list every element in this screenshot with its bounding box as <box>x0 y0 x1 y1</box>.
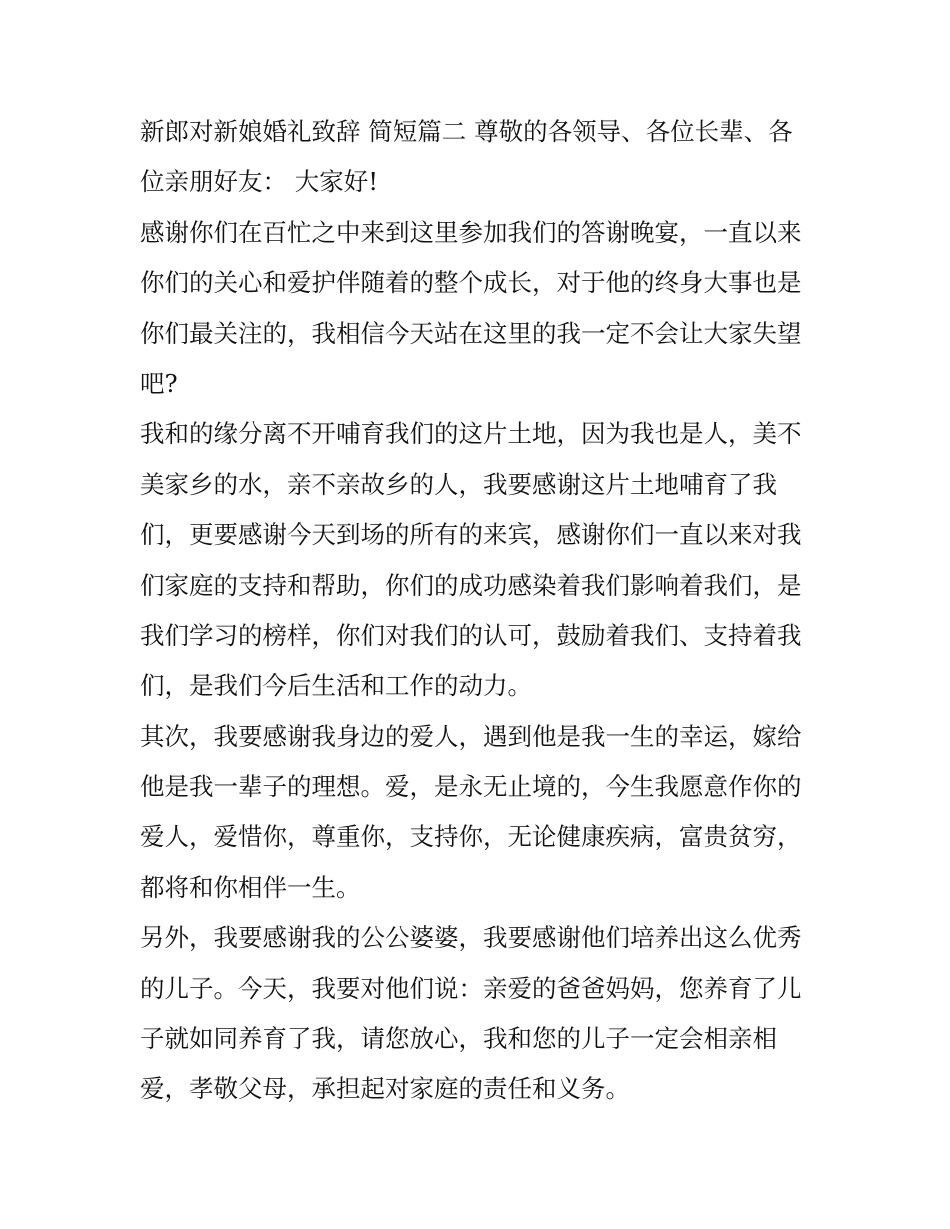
text-line-16: 都将和你相伴一生。 <box>140 872 361 902</box>
text-line-14: 他是我一辈子的理想。爱，是永无止境的，今生我愿意作你的 <box>140 772 802 802</box>
text-line-5: 你们最关注的，我相信今天站在这里的我一定不会让大家失望 <box>140 318 802 348</box>
text-line-11: 我们学习的榜样，你们对我们的认可，鼓励着我们、支持着我 <box>140 620 802 650</box>
text-line-6: 吧? <box>140 368 178 398</box>
text-line-10: 们家庭的支持和帮助，你们的成功感染着我们影响着我们，是 <box>140 570 802 600</box>
text-line-2: 位亲朋好友： 大家好! <box>140 167 379 197</box>
text-line-13: 其次，我要感谢我身边的爱人，遇到他是我一生的幸运，嫁给 <box>140 721 802 751</box>
text-line-4: 你们的关心和爱护伴随着的整个成长，对于他的终身大事也是 <box>140 268 802 298</box>
text-line-7: 我和的缘分离不开哺育我们的这片土地，因为我也是人，美不 <box>140 419 802 449</box>
text-line-17: 另外，我要感谢我的公公婆婆，我要感谢他们培养出这么优秀 <box>140 923 802 953</box>
text-line-18: 的儿子。今天，我要对他们说：亲爱的爸爸妈妈，您养育了儿 <box>140 973 802 1003</box>
text-line-1: 新郎对新娘婚礼致辞 简短篇二 尊敬的各领导、各位长辈、各 <box>140 117 793 146</box>
text-line-19: 子就如同养育了我，请您放心，我和您的儿子一定会相亲相 <box>140 1024 777 1054</box>
text-line-9: 们，更要感谢今天到场的所有的来宾，感谢你们一直以来对我 <box>140 520 802 550</box>
text-line-12: 们，是我们今后生活和工作的动力。 <box>140 671 532 701</box>
text-line-8: 美家乡的水，亲不亲故乡的人，我要感谢这片土地哺育了我 <box>140 469 777 499</box>
text-line-3: 感谢你们在百忙之中来到这里参加我们的答谢晚宴，一直以来 <box>140 217 802 247</box>
text-line-15: 爱人，爱惜你，尊重你，支持你，无论健康疾病，富贵贫穷， <box>140 822 802 852</box>
text-line-20: 爱，孝敬父母，承担起对家庭的责任和义务。 <box>140 1074 630 1104</box>
document-body <box>140 107 820 1115</box>
